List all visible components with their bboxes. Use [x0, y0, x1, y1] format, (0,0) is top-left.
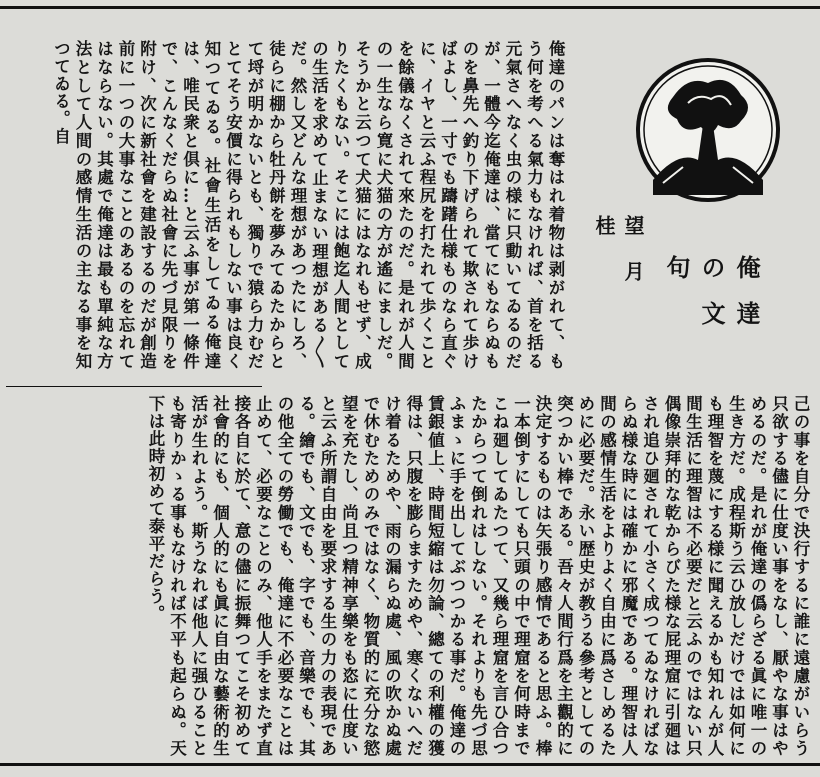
title-block: [570, 215, 810, 385]
volcano-emblem-icon: [633, 55, 783, 205]
section-divider: [6, 386, 262, 387]
bottom-border-rule: [0, 763, 820, 766]
lower-paragraph: 己の事を自分で決行するに誰に遠慮がいらう只欲する儘に仕度い事をなし、厭やな事はやめるのだ。是れが俺達の僞らざる眞に唯一の生き方だ。成程斯う云ひ放しだけでは如何にも理智を蔑にする様に聞えるかも知れんが人間生活に理智は不必要だと云ふのではない只偶像崇拜的な乾からびた様な屁理窟に引廻はされ追ひ廻されて小さく成つてゐなければならぬ様な時には確かに邪魔である。理智は人間の感情生活をよりよく自由に爲さしめるために必要だ。永い歴史が教うる參考としての突つかい棒である。吾々人間行爲を主觀的に決定するものは矢張り感情であると思ふ。棒一本倒すにしても只頭の中で理窟を何時までこね廻してゐたつて、又幾ら理窟を言ひ合つたからつて倒れはしない。それよりも先づ思ふまゝに手を出してぶつつかる事だ。俺達の賃銀値上、時間短縮は勿論、總ての利權の獲得は、只腹を膨らますためや、寒くないへだけ着るためや、雨の漏らぬ處、風の吹かぬ處で休むためのみではなく、物質的に充分な慾望を充たし、尚且つ精神享樂をも恣に仕度いと云ふ所謂自由を要求する生の力の表現である。繪でも、文でも、字でも、音樂でも、其の他全ての勞働でも、俺達に不必要なことは止めて、必要なことのみ、他人手をまたず直接各自に於て、意の儘に振舞つてこそ初めて社會的にも、個人的にも眞に自由な藝術的生活が生れよう。斯うなれば他人に强ひることも寄りかゝる事もなければ不平も起らぬ。天下は此時初めて泰平だらう。: [146, 395, 810, 757]
upper-text-column: [6, 40, 566, 370]
upper-paragraph: 俺達のパンは奪はれ着物は剥がれて、もう何を考へる氣力もなければ、首を括る元氣さへなく虫の様に只動いてゐるのだが、一體今迄俺達は、當てにもならぬものを鼻先へ釣り下げられて欺されて歩けばよし、一寸でも躊躇仕様ものなら直ぐに、イヤと云ふ程尻を打たれて歩くことを餘儀なくされて來たのだ。是れが人間の一生なら寛に犬猫の方が遙にましだ。そうかと云つて犬猫にはなれもせず、成りたくもない。そこには飽迄人間としての生活を求めて止まない理想がある〳〵だ。然し又どんな理想があつたにしろ、徒らに棚から牡丹餅を夢みてゐたからとて埒が明かないとも、獨りで猿ら力むだとてそう安價に得られもしない事は良く知つてゐる。社會生活をしてゐる俺達は、唯民衆と倶に…と云ふ事が第一條件で、こんなくだらぬ社會に先づ見限りを附け、次に新社會を建設するのだが創造前に一つの大事なことのあるのを忘れてはならない。其處で俺達は最も單純な方法として人間の感情生活の主なる事を知つてゐる。自: [51, 40, 565, 370]
lower-text-column: [6, 395, 811, 757]
article-title: 俺達の文句: [662, 255, 761, 347]
top-border-rule: [0, 6, 820, 9]
author-name: 望月 桂: [592, 215, 645, 307]
